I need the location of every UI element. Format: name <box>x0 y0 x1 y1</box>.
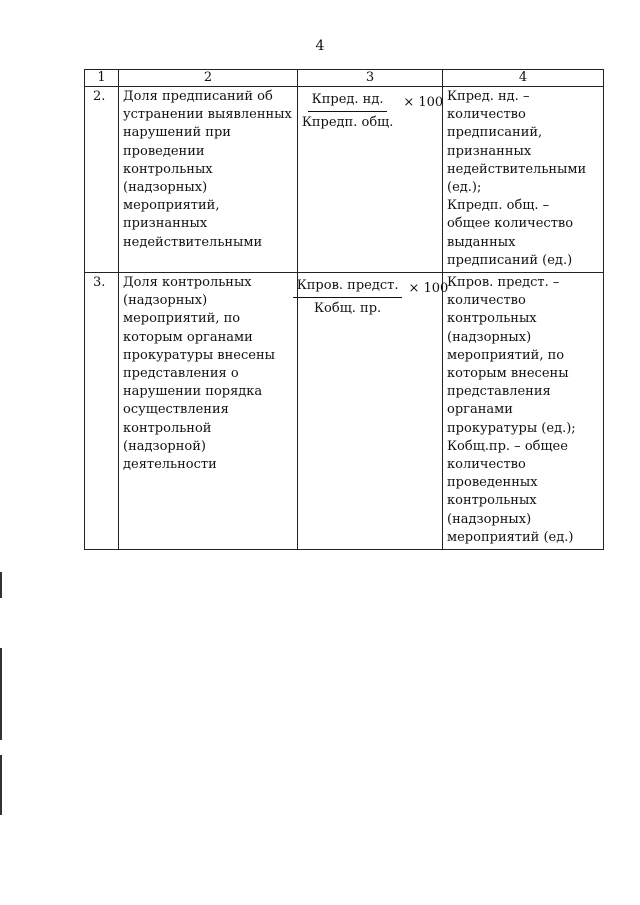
header-cell-2: 2 <box>119 70 298 87</box>
fraction <box>293 277 403 318</box>
indicator-line: прокуратуры внесены <box>123 347 275 363</box>
indicator-line: контрольных <box>123 161 213 177</box>
scan-margin-mark <box>0 648 2 740</box>
legend-line: прокуратуры (ед.); <box>447 420 576 436</box>
legend-line: мероприятий, по <box>447 347 565 363</box>
row-number: 3. <box>85 273 119 550</box>
indicator-line: недействительными <box>123 234 263 250</box>
table-header-row <box>85 70 604 87</box>
legend-line: (ед.); <box>447 180 482 196</box>
indicator-line: проведении <box>123 143 205 159</box>
indicator-line: нарушении порядка <box>123 384 263 400</box>
legend-line: предписаний (ед.) <box>447 252 573 268</box>
indicator-line: (надзорных) <box>123 180 208 196</box>
indicator-name <box>119 273 298 550</box>
indicator-line: представления о <box>123 366 239 382</box>
scan-margin-mark <box>0 572 2 598</box>
header-cell-3: 3 <box>298 70 443 87</box>
legend-line: выданных <box>447 234 516 250</box>
indicator-line: Доля контрольных <box>123 275 252 291</box>
legend-line: проведенных <box>447 475 538 491</box>
legend-line: представления <box>447 384 551 400</box>
legend-line: предписаний, <box>447 125 543 141</box>
indicator-line: устранении выявленных <box>123 107 292 123</box>
formula <box>301 88 444 132</box>
legend-line: которым внесены <box>447 366 569 382</box>
indicator-line: нарушений при <box>123 125 231 141</box>
formula-numerator: Кпров. предст. <box>293 277 403 298</box>
table-row <box>85 87 604 273</box>
indicator-line: которым органами <box>123 329 253 345</box>
legend-line: (надзорных) <box>447 329 532 345</box>
indicator-line: мероприятий, по <box>123 311 241 327</box>
legend-cell <box>443 87 604 273</box>
header-cell-1: 1 <box>85 70 119 87</box>
indicator-line: признанных <box>123 216 208 232</box>
scan-margin-mark <box>0 755 2 815</box>
formula-multiplier: × 100 <box>408 280 449 296</box>
formula <box>296 274 449 318</box>
legend-line: мероприятий (ед.) <box>447 529 574 545</box>
legend-line: органами <box>447 402 513 418</box>
indicator-name <box>119 87 298 273</box>
legend-line: Кпред. нд. – <box>447 89 530 104</box>
indicator-line: (надзорных) <box>123 293 208 309</box>
legend-line: количество <box>447 293 526 309</box>
indicator-line: осуществления <box>123 402 229 418</box>
legend-line: (надзорных) <box>447 511 532 527</box>
formula-denominator: Кпредп. общ. <box>301 115 394 131</box>
legend-line: признанных <box>447 143 532 159</box>
formula-multiplier: × 100 <box>403 94 444 110</box>
legend-line: количество <box>447 107 526 123</box>
formula-cell <box>298 87 443 273</box>
legend-cell <box>443 273 604 550</box>
legend-line: контрольных <box>447 493 537 509</box>
indicator-line: контрольной (надзорной) <box>123 420 212 454</box>
legend-line: Кпредп. общ. – <box>447 198 550 214</box>
table-row <box>85 273 604 550</box>
legend-line: общее количество <box>447 216 574 232</box>
indicators-table <box>84 69 604 550</box>
formula-denominator: Кобщ. пр. <box>313 301 382 317</box>
legend-line: недействительными <box>447 161 587 177</box>
formula-cell <box>296 273 449 550</box>
legend-line: количество <box>447 457 526 473</box>
indicator-line: мероприятий, <box>123 198 220 214</box>
legend-line: контрольных <box>447 311 537 327</box>
header-cell-4: 4 <box>443 70 604 87</box>
fraction <box>298 91 398 132</box>
legend-line: Кобщ.пр. – общее <box>447 438 568 454</box>
row-number: 2. <box>85 87 119 273</box>
formula-numerator: Кпред. нд. <box>308 91 388 112</box>
page-number: 4 <box>315 38 325 54</box>
indicator-line: деятельности <box>123 457 217 473</box>
legend-line: Кпров. предст. – <box>447 275 560 291</box>
indicator-line: Доля предписаний об <box>123 89 273 104</box>
